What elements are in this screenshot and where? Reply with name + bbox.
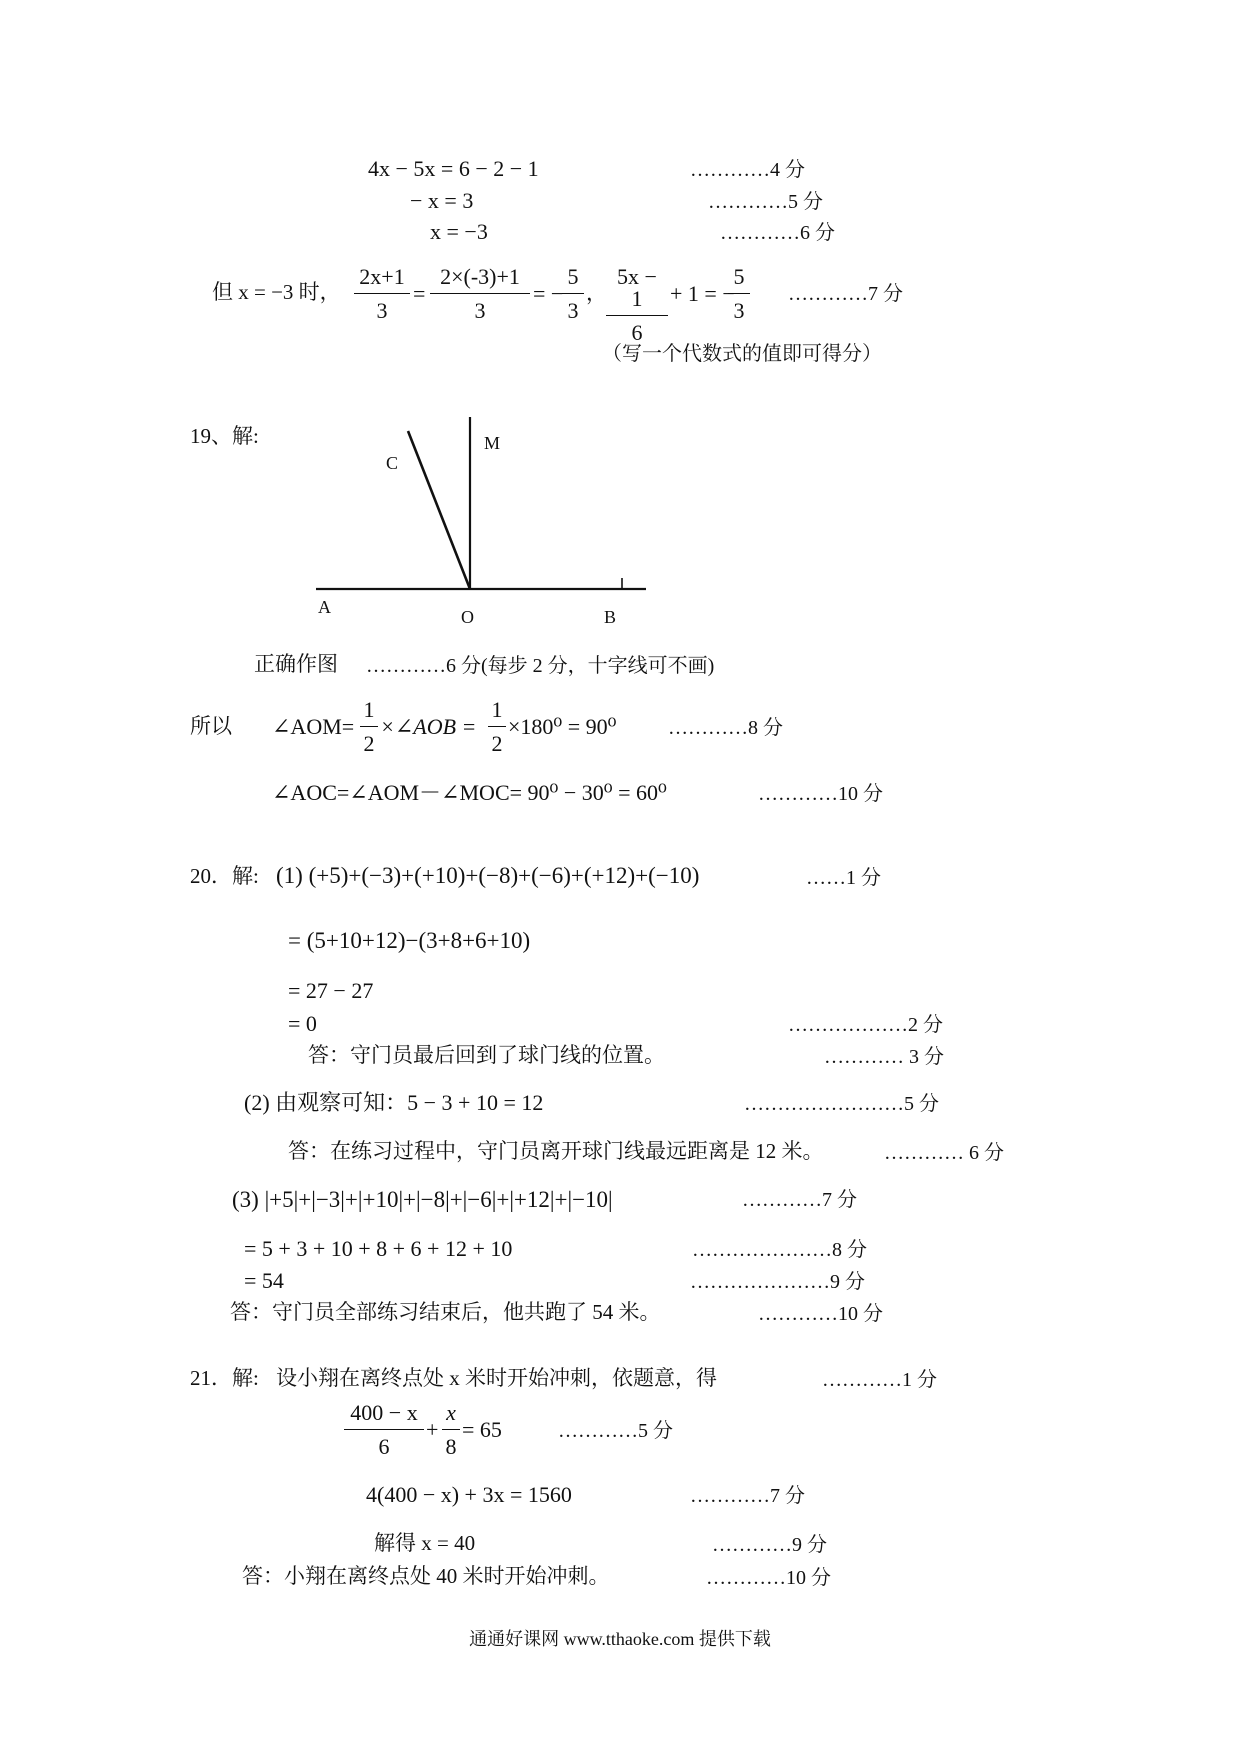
q18-fraction-1-numerator: 2x+1 <box>359 264 405 289</box>
q19-aom-middle: ×∠AOB = <box>380 714 477 739</box>
q20-line-4: = 0 <box>288 1011 317 1036</box>
q20-answer-2: 答：在练习过程中，守门员离开球门线最远距离是 12 米。 <box>288 1139 824 1163</box>
q20-answer-1: 答：守门员最后回到了球门线的位置。 <box>308 1043 665 1067</box>
q18-score-3: …………6 分 <box>720 222 835 244</box>
point-m-label: M <box>484 433 501 453</box>
q20-answer-1-score: ………… 3 分 <box>824 1046 944 1068</box>
q18-fraction-3 <box>562 266 584 322</box>
q18-score-1: …………4 分 <box>690 159 805 181</box>
q19-half-1-numerator: 1 <box>363 697 375 722</box>
q18-fraction-4 <box>606 266 668 344</box>
q18-fraction-2-denominator: 3 <box>430 293 530 322</box>
q19-aoc-line: ∠AOC=∠AOM－∠MOC= 90⁰ − 30⁰ = 60⁰ <box>272 780 667 805</box>
q18-fraction-4-denominator: 6 <box>606 315 668 344</box>
q20-part3-expression: (3) |+5|+|−3|+|+10|+|−8|+|−6|+|+12|+|−10| <box>232 1187 613 1212</box>
q20-part1-expression: (1) (+5)+(−3)+(+10)+(−8)+(−6)+(+12)+(−10) <box>276 863 700 888</box>
q19-angle-figure <box>300 405 660 625</box>
q21-fraction-1 <box>344 1402 424 1458</box>
q18-fraction-2 <box>430 266 530 322</box>
q21-fraction-1-denominator: 6 <box>344 1429 424 1458</box>
q21-line-3-score: …………9 分 <box>712 1534 827 1556</box>
q20-line-4-score: ………………2 分 <box>788 1014 943 1036</box>
q20-line-5-score: …………………8 分 <box>692 1239 867 1261</box>
q18-fraction-4-numerator: 5x − 1 <box>617 264 657 311</box>
q19-half-2-numerator: 1 <box>491 697 503 722</box>
q20-line-5: = 5 + 3 + 10 + 8 + 6 + 12 + 10 <box>244 1236 513 1261</box>
q21-fraction-1-numerator: 400 − x <box>350 1400 418 1425</box>
point-o-label: O <box>461 607 474 625</box>
q20-label: 20．解: <box>190 864 259 888</box>
page-footer: 通通好课网 www.tthaoke.com 提供下载 <box>469 1629 771 1649</box>
q18-score-2: …………5 分 <box>708 191 823 213</box>
q18-check-score: …………7 分 <box>788 283 903 305</box>
q18-fraction-5 <box>728 266 750 322</box>
q21-line-3: 解得 x = 40 <box>374 1531 476 1555</box>
q19-half-1-denominator: 2 <box>360 726 378 755</box>
q21-equals-65: = 65 <box>462 1417 502 1442</box>
q20-line-2: = (5+10+12)−(3+8+6+10) <box>288 928 531 953</box>
q21-label: 21．解: <box>190 1366 259 1390</box>
q20-part2: (2) 由观察可知：5 − 3 + 10 = 12 <box>244 1090 544 1115</box>
q20-line-3: = 27 − 27 <box>288 978 374 1003</box>
q18-note: （写一个代数式的值即可得分） <box>602 343 882 365</box>
q18-fraction-2-numerator: 2×(-3)+1 <box>440 264 520 289</box>
q20-part1-score: ……1 分 <box>806 867 881 889</box>
q19-aom-end: ×180⁰ = 90⁰ <box>508 714 617 739</box>
q18-eq-line-1: 4x − 5x = 6 − 2 − 1 <box>368 156 539 181</box>
q19-aom-score: …………8 分 <box>668 717 783 739</box>
q18-check-prefix: 但 x = −3 时， <box>212 280 341 304</box>
q18-fraction-3-numerator: 5 <box>567 264 579 289</box>
point-a-label: A <box>318 597 331 617</box>
q21-plus: + <box>426 1417 439 1442</box>
q18-eq-line-2: − x = 3 <box>410 188 474 213</box>
q21-fraction-2-denominator: 8 <box>442 1429 460 1458</box>
q19-half-fraction-1 <box>360 699 378 755</box>
q18-fraction-1-denominator: 3 <box>354 293 410 322</box>
q19-draw-score: …………6 分(每步 2 分，十字线可不画) <box>366 655 715 677</box>
q20-answer-3: 答：守门员全部练习结束后，他共跑了 54 米。 <box>230 1300 661 1324</box>
q20-answer-3-score: …………10 分 <box>758 1303 883 1325</box>
q19-aoc-score: …………10 分 <box>758 783 883 805</box>
q19-draw-note: 正确作图 <box>254 652 338 676</box>
q20-line-6-score: …………………9 分 <box>690 1271 865 1293</box>
q18-fraction-5-denominator: 3 <box>728 293 750 322</box>
q19-half-2-denominator: 2 <box>488 726 506 755</box>
q21-setup-score: …………1 分 <box>822 1369 937 1391</box>
q21-fraction-2 <box>442 1402 460 1458</box>
q18-fraction-1 <box>354 266 410 322</box>
ray-oc <box>408 431 470 589</box>
q18-comma: ， <box>586 281 607 305</box>
q18-fraction-5-numerator: 5 <box>733 264 745 289</box>
q21-fraction-2-numerator: x <box>446 1400 456 1425</box>
point-b-label: B <box>604 607 617 625</box>
q19-half-fraction-2 <box>488 699 506 755</box>
q21-equation-score: …………5 分 <box>558 1420 673 1442</box>
q20-part3-score: …………7 分 <box>742 1189 857 1211</box>
q19-label: 19、解: <box>190 424 259 448</box>
q18-eq-line-3: x = −3 <box>430 219 488 244</box>
q19-aom-prefix: ∠AOM= <box>272 714 355 739</box>
q18-plus-one: + 1 = − <box>670 281 735 306</box>
q21-line-2-score: …………7 分 <box>690 1485 805 1507</box>
q21-line-2: 4(400 − x) + 3x = 1560 <box>366 1482 572 1507</box>
q18-equals-2: = − <box>533 281 564 306</box>
point-c-label: C <box>386 453 399 473</box>
q21-answer: 答：小翔在离终点处 40 米时开始冲刺。 <box>242 1564 610 1588</box>
q18-fraction-3-denominator: 3 <box>562 293 584 322</box>
q19-so: 所以 <box>190 714 232 738</box>
q20-line-6: = 54 <box>244 1268 284 1293</box>
q18-equals-1: = <box>413 281 426 306</box>
q21-answer-score: …………10 分 <box>706 1567 831 1589</box>
q20-part2-score: ……………………5 分 <box>744 1093 939 1115</box>
q20-answer-2-score: ………… 6 分 <box>884 1142 1004 1164</box>
q21-setup: 设小翔在离终点处 x 米时开始冲刺，依题意，得 <box>276 1366 717 1390</box>
